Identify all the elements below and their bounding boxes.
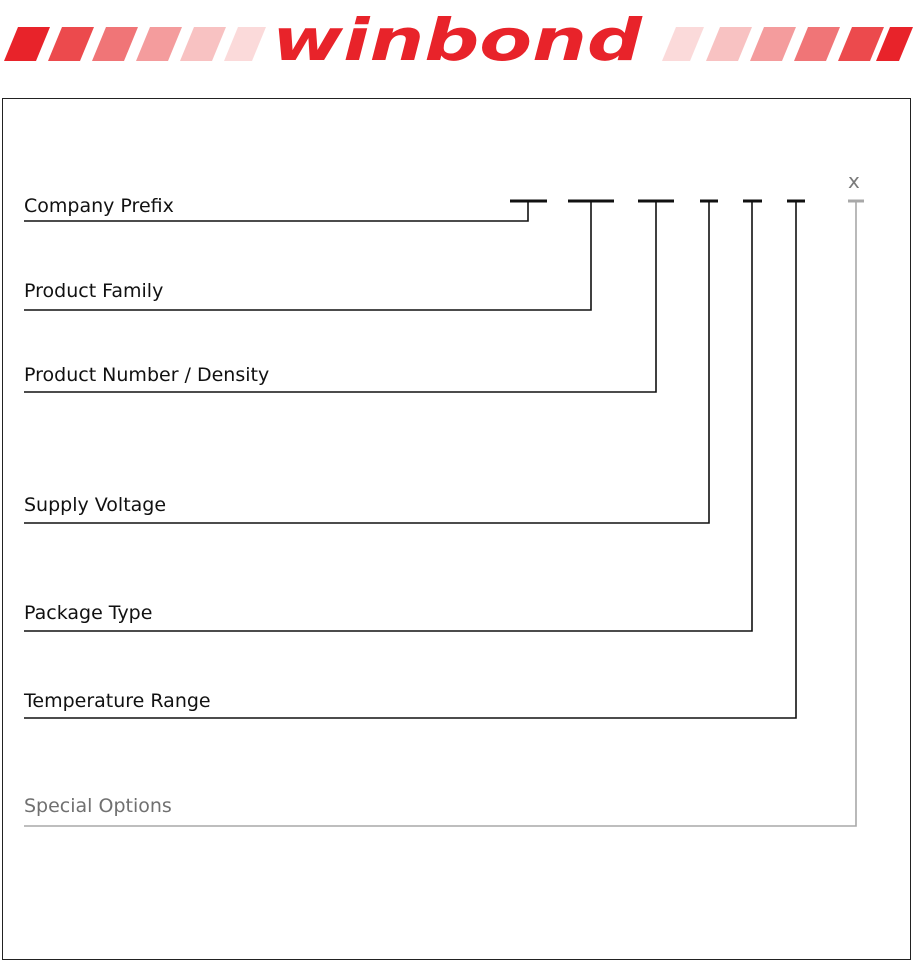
label-product-family: Product Family (24, 280, 164, 302)
label-supply-voltage: Supply Voltage (24, 494, 167, 516)
label-special-options: Special Options (24, 795, 172, 817)
label-package-type: Package Type (24, 602, 153, 624)
label-temperature-range: Temperature Range (24, 690, 211, 712)
label-product-number-density: Product Number / Density (24, 364, 270, 386)
connector-supply-voltage (24, 201, 709, 523)
connector-temperature-range (24, 201, 796, 718)
label-company-prefix: Company Prefix (24, 195, 174, 217)
connector-package-type (24, 201, 752, 631)
special-option-mark: x (848, 169, 860, 193)
logo-wordmark: winbond (272, 6, 643, 74)
